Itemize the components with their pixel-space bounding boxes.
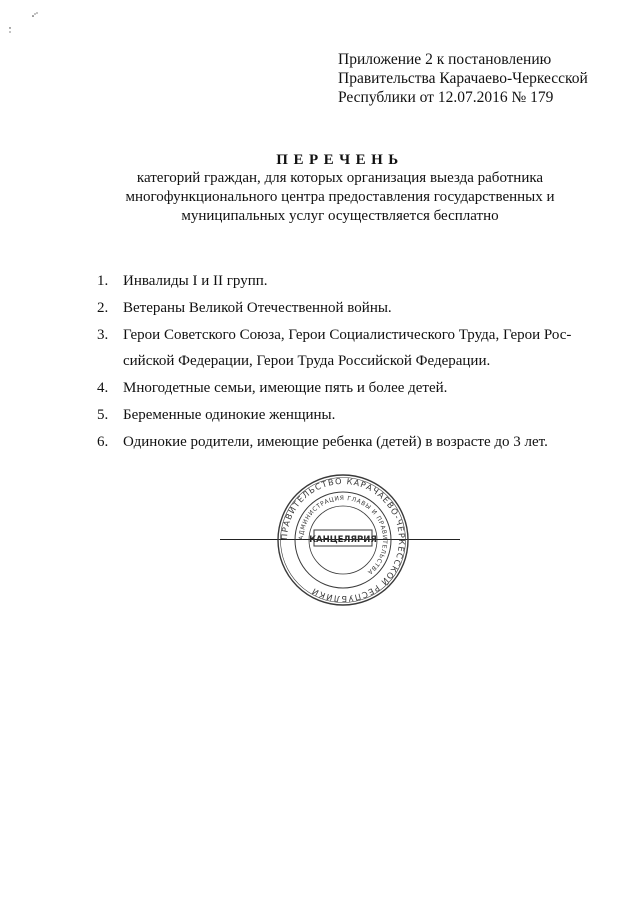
list-item [92, 322, 602, 374]
seal-center-text: КАНЦЕЛЯРИЯ [309, 535, 377, 545]
list-item-text: Ветераны Великой Отечественной войны. [123, 300, 392, 316]
subtitle-line-2: многофункционального центра предоставления государственных и [125, 189, 555, 205]
subtitle-line-1: категорий граждан, для которых организация выезда работника [136, 170, 544, 186]
list-item-text: Одинокие родители, имеющие ребенка (детей) в возрасте до 3 лет. [123, 434, 548, 450]
list-item-number: 2. [97, 300, 109, 316]
list-item-number: 1. [97, 273, 109, 289]
header-line-1: Приложение 2 к постановлению [338, 51, 552, 68]
list-item [92, 268, 602, 294]
official-seal [276, 473, 410, 607]
list-item-number: 4. [97, 380, 109, 396]
list-item [92, 429, 602, 455]
subtitle-line-3: муниципальных услуг осуществляется бесплатно [181, 208, 499, 224]
header-line-3: Республики от 12.07.2016 № 179 [338, 89, 554, 106]
title-block [90, 151, 590, 226]
list-item-text: Беременные одинокие женщины. [123, 407, 336, 423]
category-list [92, 268, 602, 456]
list-item [92, 375, 602, 401]
list-item-number: 6. [97, 434, 109, 450]
seal-inner-text: АДМИНИСТРАЦИЯ ГЛАВЫ И ПРАВИТЕЛЬСТВА [297, 494, 389, 576]
seal-outer-text: ПРАВИТЕЛЬСТВО КАРАЧАЕВО-ЧЕРКЕССКОЙ РЕСПУБЛИКИ [278, 475, 408, 605]
list-item-text: Герои Советского Союза, Герои Социалистического Труда, Герои Рос-сийской Федерации, Герои Труда Российской Федерации. [123, 327, 572, 369]
list-item-text: Многодетные семьи, имеющие пять и более детей. [123, 380, 448, 396]
header-line-2: Правительства Карачаево-Черкесской [338, 70, 588, 87]
list-item-number: 3. [97, 327, 109, 343]
list-item [92, 402, 602, 428]
document-title: ПЕРЕЧЕНЬ [276, 152, 404, 168]
document-header [338, 50, 618, 107]
list-item-number: 5. [97, 407, 109, 423]
list-item [92, 295, 602, 321]
list-item-text: Инвалиды I и II групп. [123, 273, 268, 289]
scan-specks [8, 4, 48, 44]
